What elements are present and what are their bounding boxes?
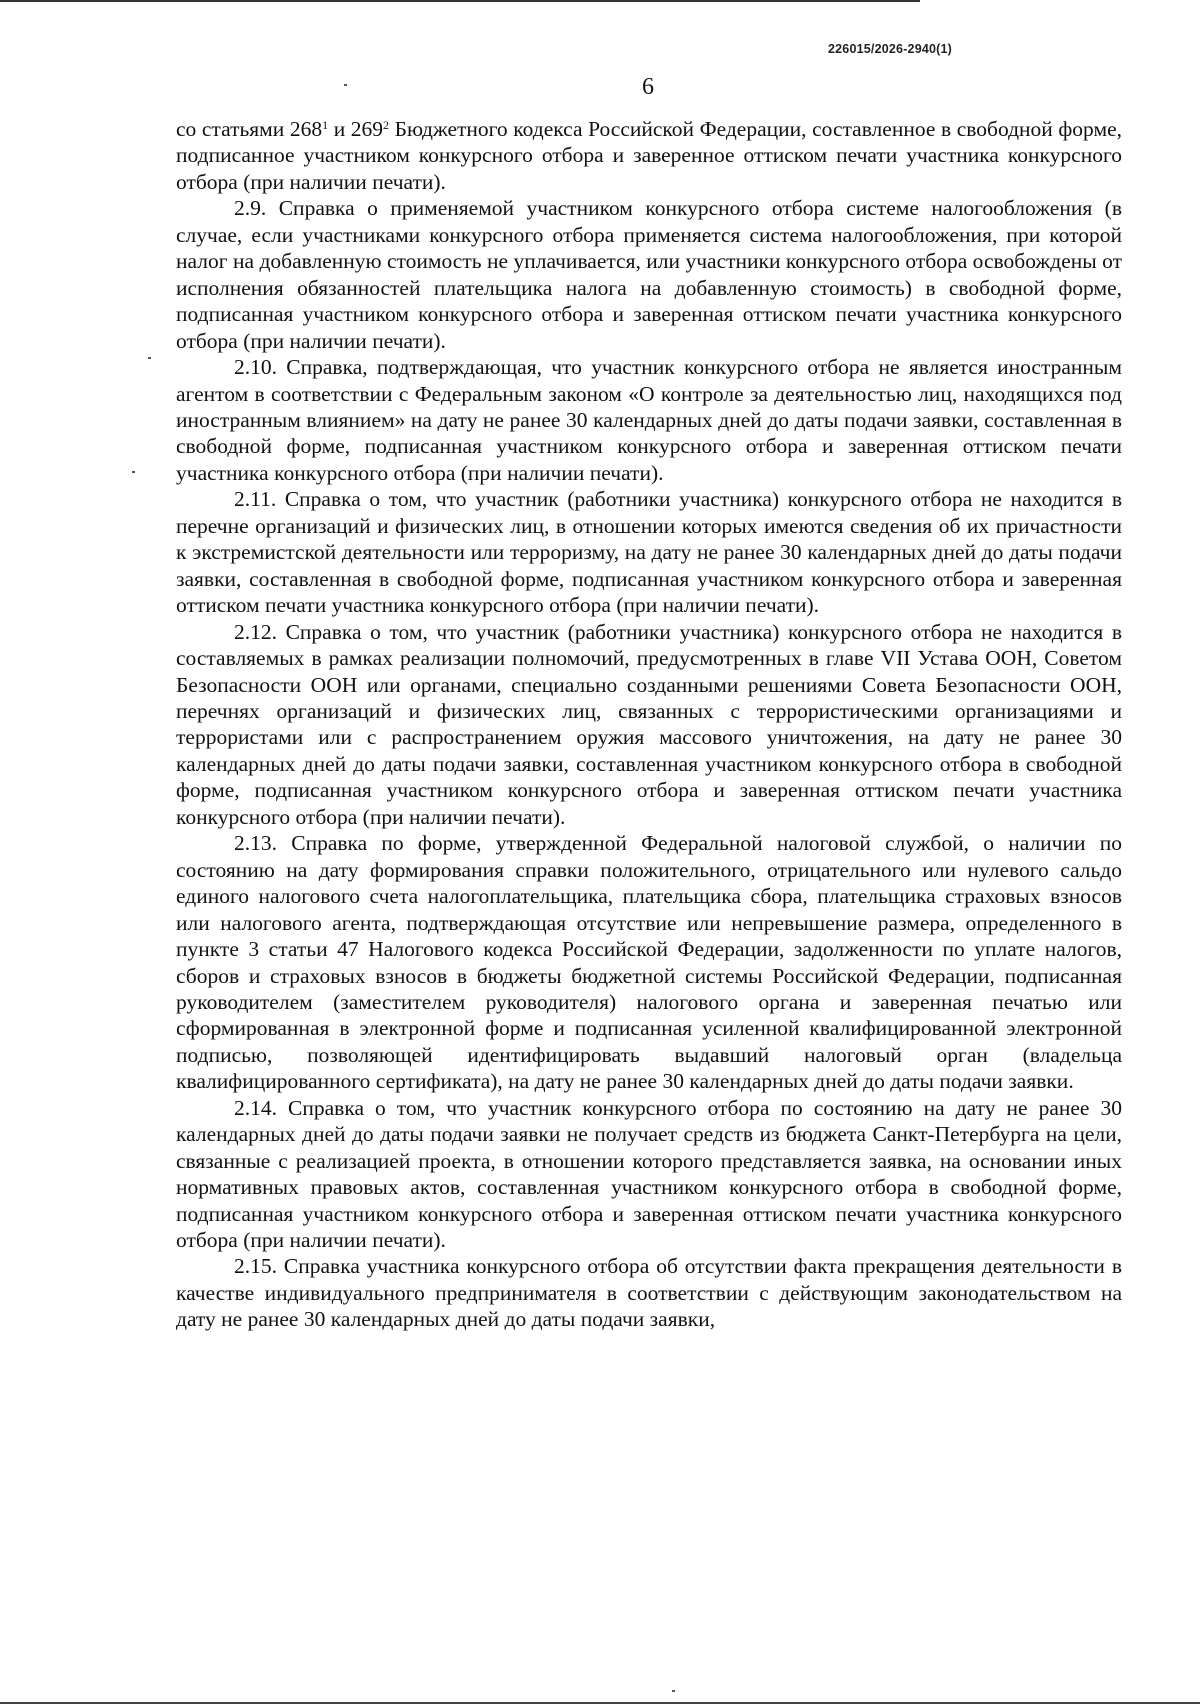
- paragraph-2-11: 2.11. Справка о том, что участник (работники участника) конкурсного отбора не находится в перечне организаций и физических лиц, в отношении которых имеются сведения об их причастности к экстремистской деятельности или терроризму, на дату не ранее 30 календарных дней до даты подачи заявки, составленная в свободной форме, подписанная участником конкурсного отбора и заверенная оттиском печати участника конкурсного отбора (при наличии печати).: [176, 487, 1122, 618]
- paragraph-2-15: 2.15. Справка участника конкурсного отбора об отсутствии факта прекращения деятельности в качестве индивидуального предпринимателя в соответствии с действующим законодательством на дату не ранее 30 календарных дней до даты подачи заявки,: [176, 1254, 1122, 1332]
- paragraph-intro: [176, 116, 1122, 195]
- scan-speck: [672, 1690, 675, 1692]
- paragraph-2-14: 2.14. Справка о том, что участник конкурсного отбора по состоянию на дату не ранее 30 календарных дней до даты подачи заявки не получает средств из бюджета Санкт-Петербурга на цели, связанные с реализацией проекта, в отношении которого представляется заявка, на основании иных нормативных правовых актов, составленная участником конкурсного отбора в свободной форме, подписанная участником конкурсного отбора и заверенная оттиском печати участника конкурсного отбора (при наличии печати).: [176, 1095, 1122, 1253]
- intro-superscript-2: 2: [383, 118, 390, 132]
- paragraph-2-13: 2.13. Справка по форме, утвержденной Федеральной налоговой службой, о наличии по состоянию на дату формирования справки положительного, отрицательного или нулевого сальдо единого налогового счета налогоплательщика, плательщика сбора, плательщика страховых взносов или налогового агента, подтверждающая отсутствие или непревышение размера, определенного в пункте 3 статьи 47 Налогового кодекса Российской Федерации, задолженности по уплате налогов, сборов и страховых взносов в бюджеты бюджетной системы Российской Федерации, подписанная руководителем (заместителем руководителя) налогового органа и заверенная печатью или сформированная в электронной форме и подписанная усиленной квалифицированной электронной подписью, позволяющей идентифицировать выдавший налоговый орган (владельца квалифицированного сертификата), на дату не ранее 30 календарных дней до даты подачи заявки.: [176, 831, 1122, 1094]
- intro-text-a: со статьями 268: [176, 117, 323, 141]
- top-scan-rule: [0, 0, 920, 2]
- intro-text-c: Бюджетного кодекса Российской Федерации, составленное в свободной форме, подписанное участником конкурсного отбора и заверенное оттиском печати участника конкурсного отбора (при наличии печати).: [176, 117, 1122, 194]
- paragraph-2-9: 2.9. Справка о применяемой участником конкурсного отбора системе налогообложения (в случае, если участниками конкурсного отбора применяется система налогообложения, при которой налог на добавленную стоимость не уплачивается, или участники конкурсного отбора освобождены от исполнения обязанностей плательщика налога на добавленную стоимость) в свободной форме, подписанная участником конкурсного отбора и заверенная оттиском печати участника конкурсного отбора (при наличии печати).: [176, 196, 1122, 353]
- document-id: 226015/2026-2940(1): [828, 42, 953, 56]
- document-body: [176, 116, 1122, 1333]
- page-number: 6: [642, 74, 654, 100]
- paragraph-2-12: 2.12. Справка о том, что участник (работники участника) конкурсного отбора не находится в составляемых в рамках реализации полномочий, предусмотренных в главе VII Устава ООН, Советом Безопасности ООН или органами, специально созданными решениями Совета Безопасности ООН, перечнях организаций и физических лиц, связанных с террористическими организациями и террористами или с распространением оружия массового уничтожения, на дату не ранее 30 календарных дней до даты подачи заявки, составленная участником конкурсного отбора в свободной форме, подписанная участником конкурсного отбора и заверенная оттиском печати участника конкурсного отбора (при наличии печати).: [176, 619, 1122, 829]
- scan-speck: [148, 357, 151, 359]
- bottom-scan-rule: [0, 1702, 1200, 1704]
- intro-text-b: и 269: [328, 117, 384, 141]
- intro-superscript-1: 1: [322, 118, 329, 132]
- paragraph-2-10: 2.10. Справка, подтверждающая, что участник конкурсного отбора не является иностранным агентом в соответствии с Федеральным законом «О контроле за деятельностью лиц, находящихся под иностранным влиянием» на дату не ранее 30 календарных дней до даты подачи заявки, составленная в свободной форме, подписанная участником конкурсного отбора и заверенная оттиском печати участника конкурсного отбора (при наличии печати).: [176, 355, 1122, 485]
- scan-speck: [344, 84, 347, 86]
- scan-speck: [132, 471, 135, 473]
